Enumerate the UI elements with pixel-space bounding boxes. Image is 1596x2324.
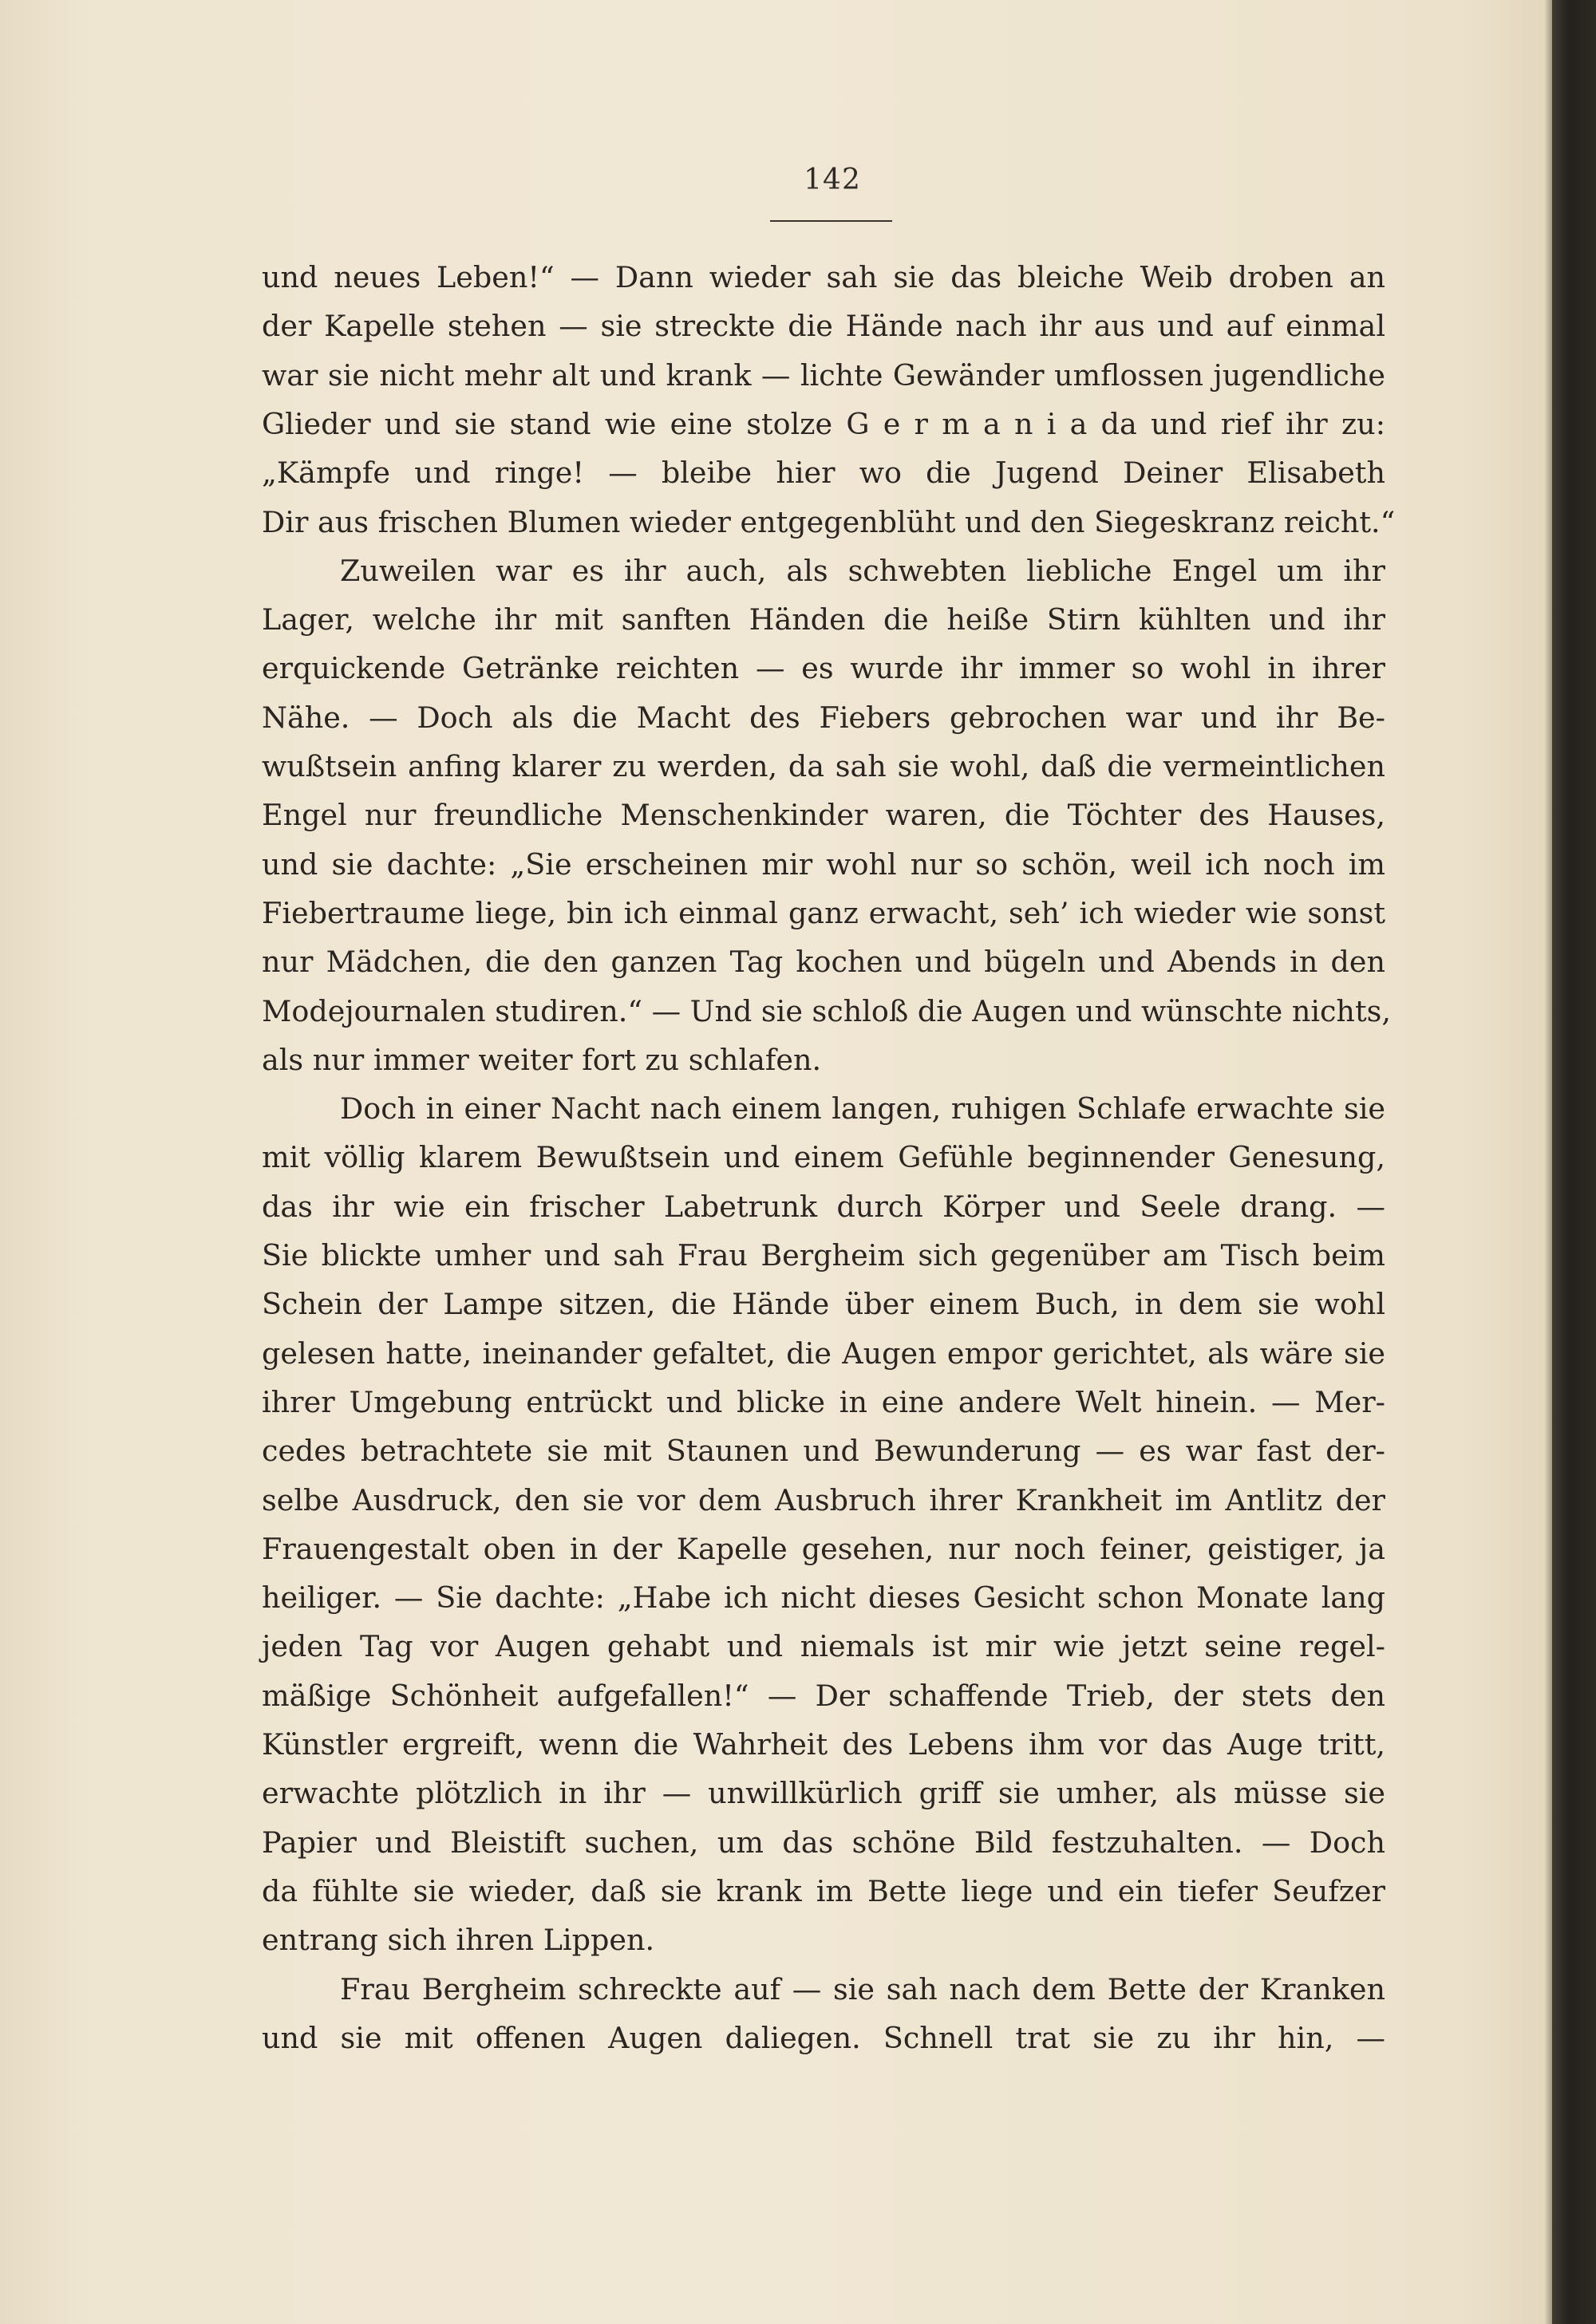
text-line: Frauengestalt oben in der Kapelle gesehen, nur noch feiner, geistiger, ja [262, 1531, 1385, 1566]
text-line: Modejournalen studiren.“ — Und sie schloß die Augen und wünschte nichts, [262, 993, 1391, 1028]
text-line: Engel nur freundliche Menschenkinder waren, die Töchter des Hauses, [262, 798, 1385, 833]
text-line: cedes betrachtete sie mit Staunen und Bewunderung — es war fast der- [262, 1434, 1385, 1469]
text-line: Sie blickte umher und sah Frau Bergheim sich gegenüber am Tisch beim [262, 1238, 1385, 1272]
text-line: Doch in einer Nacht nach einem langen, ruhigen Schlafe erwachte sie [340, 1091, 1385, 1126]
text-line: erwachte plötzlich in ihr — unwillkürlich griff sie umher, als müsse sie [262, 1776, 1385, 1811]
text-line: als nur immer weiter fort zu schlafen. [262, 1042, 822, 1077]
text-line: „Kämpfe und ringe! — bleibe hier wo die Jugend Deiner Elisabeth [262, 456, 1385, 491]
page-number: 142 [804, 164, 861, 196]
body-text [262, 254, 1396, 2057]
text-line: ihrer Umgebung entrückt und blicke in eine andere Welt hinein. — Mer- [262, 1384, 1385, 1419]
text-line: da fühlte sie wieder, daß sie krank im Bette liege und ein tiefer Seufzer [262, 1873, 1385, 1908]
text-line: das ihr wie ein frischer Labetrunk durch Körper und Seele drang. — [262, 1189, 1385, 1224]
text-line: Papier und Bleistift suchen, um das schöne Bild festzuhalten. — Doch [262, 1825, 1385, 1860]
text-line: und sie dachte: „Sie erscheinen mir wohl nur so schön, weil ich noch im [262, 846, 1385, 882]
text-line: mäßige Schönheit aufgefallen!“ — Der schaffende Trieb, der stets den [262, 1678, 1385, 1713]
text-line: wußtsein anfing klarer zu werden, da sah sie wohl, daß die vermeintlichen [262, 749, 1385, 783]
text-line: Frau Bergheim schreckte auf — sie sah nach dem Bette der Kranken [340, 1971, 1385, 2006]
text-line: Künstler ergreift, wenn die Wahrheit des Lebens ihm vor das Auge tritt, [262, 1727, 1385, 1762]
text-line: und sie mit offenen Augen daliegen. Schnell trat sie zu ihr hin, — [262, 2020, 1385, 2055]
text-line: jeden Tag vor Augen gehabt und niemals ist mir wie jetzt seine regel- [262, 1629, 1385, 1664]
text-line: Lager, welche ihr mit sanften Händen die heiße Stirn kühlten und ihr [262, 602, 1385, 637]
text-line: war sie nicht mehr alt und krank — lichte Gewänder umflossen jugendliche [262, 357, 1385, 393]
text-line: heiliger. — Sie dachte: „Habe ich nicht dieses Gesicht schon Monate lang [262, 1580, 1385, 1616]
text-line: mit völlig klarem Bewußtsein und einem Gefühle beginnender Genesung, [262, 1140, 1385, 1175]
text-line: Dir aus frischen Blumen wieder entgegenblüht und den Siegeskranz reicht.“ [262, 504, 1396, 539]
text-line: und neues Leben!“ — Dann wieder sah sie das bleiche Weib droben an [262, 260, 1385, 294]
book-spine [1552, 0, 1596, 2324]
text-line: nur Mädchen, die den ganzen Tag kochen und bügeln und Abends in den [262, 945, 1385, 980]
text-line: Glieder und sie stand wie eine stolze G e r m a n i a da und rief ihr zu: [262, 406, 1385, 441]
text-line: erquickende Getränke reichten — es wurde ihr immer so wohl in ihrer [262, 651, 1385, 686]
text-line: der Kapelle stehen — sie streckte die Hände nach ihr aus und auf einmal [262, 309, 1385, 344]
text-line: Nähe. — Doch als die Macht des Fiebers gebrochen war und ihr Be- [262, 700, 1385, 735]
text-line: selbe Ausdruck, den sie vor dem Ausbruch ihrer Krankheit im Antlitz der [262, 1482, 1385, 1517]
text-line: Fiebertraume liege, bin ich einmal ganz erwacht, seh’ ich wieder wie sonst [262, 895, 1385, 930]
spine-shadow [1544, 0, 1552, 2324]
text-line: entrang sich ihren Lippen. [262, 1923, 655, 1958]
text-line: Schein der Lampe sitzen, die Hände über einem Buch, in dem sie wohl [262, 1287, 1385, 1322]
page-number-rule [770, 220, 892, 222]
text-line: Zuweilen war es ihr auch, als schwebten liebliche Engel um ihr [340, 553, 1385, 588]
text-line: gelesen hatte, ineinander gefaltet, die Augen empor gerichtet, als wäre sie [262, 1336, 1385, 1371]
